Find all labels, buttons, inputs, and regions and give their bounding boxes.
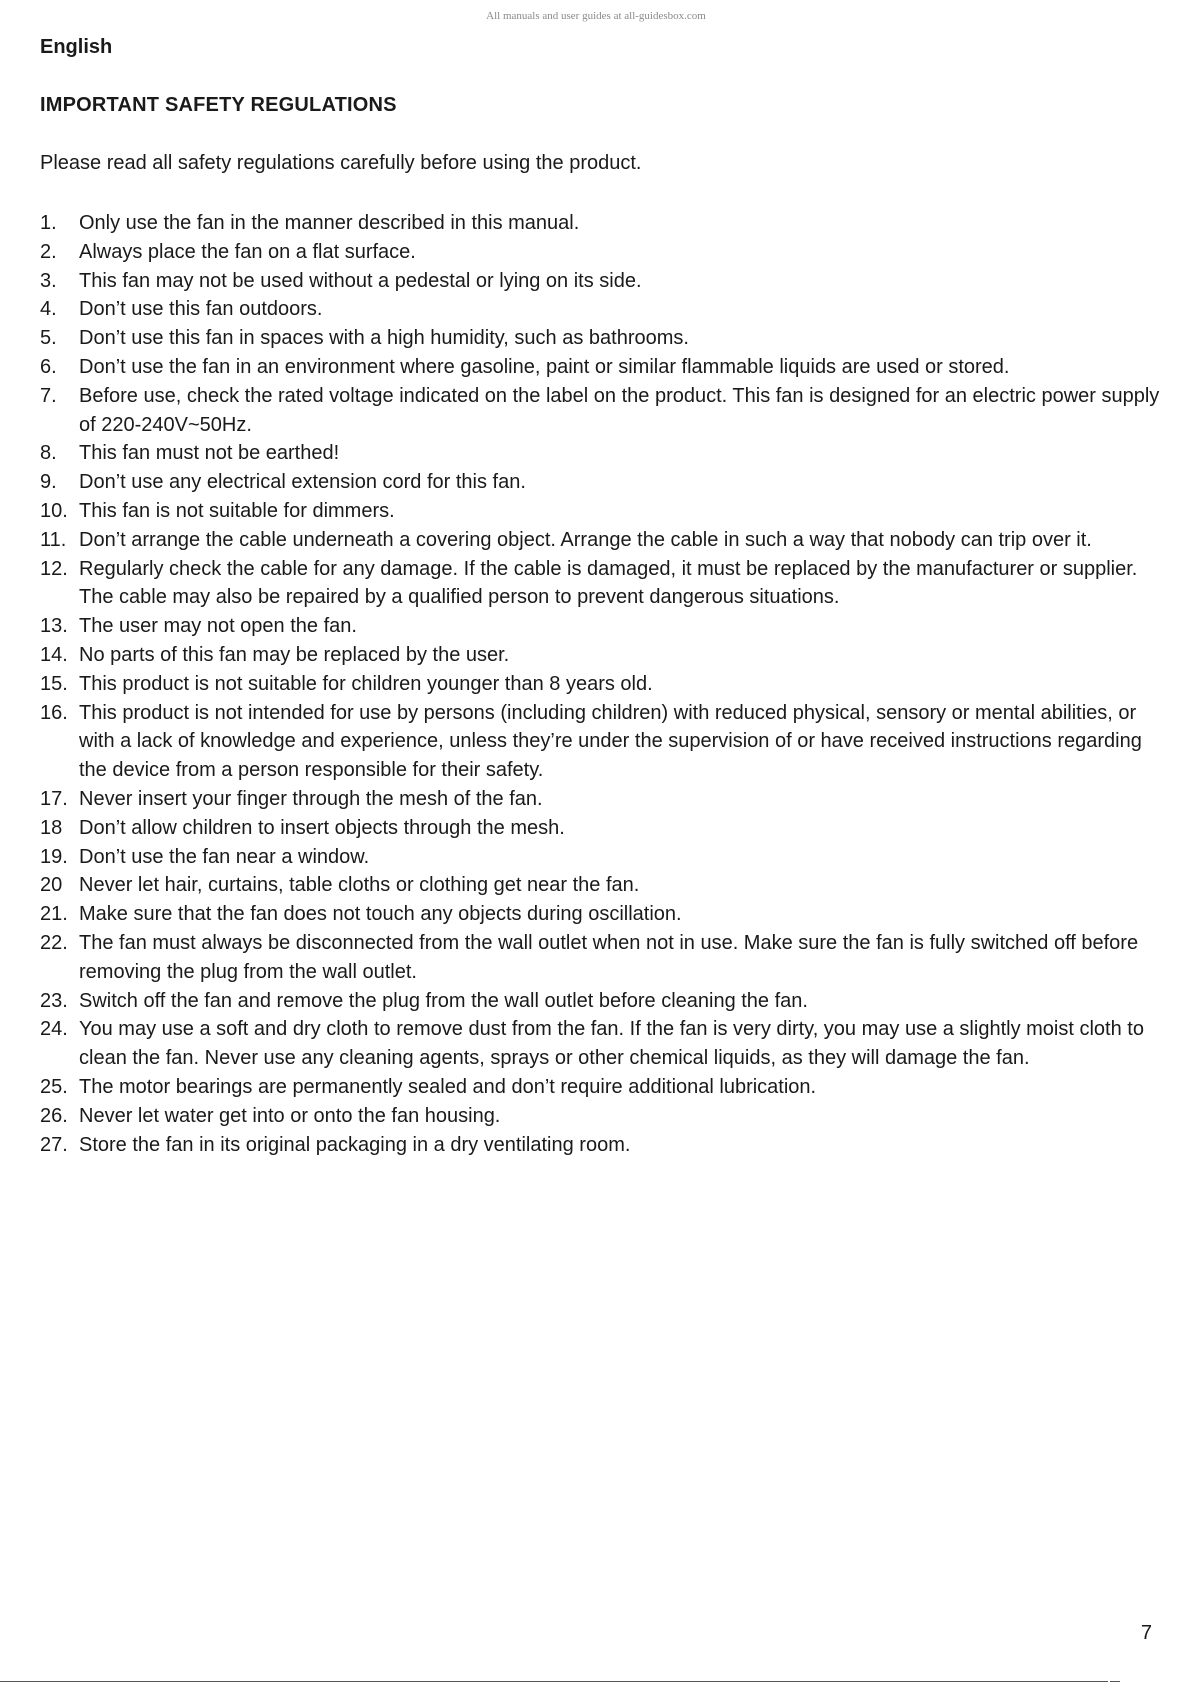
safety-rule-number: 20 [40, 874, 63, 897]
safety-rule-number: 23. [40, 989, 68, 1012]
safety-rule-item [40, 670, 1160, 699]
safety-rule-item [40, 353, 1160, 382]
safety-rule-text: This product is not suitable for children younger than 8 years old. [79, 672, 653, 695]
safety-rule-text: Don’t use this fan in spaces with a high humidity, such as bathrooms. [79, 327, 689, 350]
safety-rule-text: Never let water get into or onto the fan housing. [79, 1104, 501, 1127]
safety-rule-text: Don’t use this fan outdoors. [79, 298, 323, 321]
safety-rule-number: 18 [40, 816, 63, 839]
safety-rule-item [40, 555, 1160, 613]
watermark: All manuals and user guides at all-guidesbox.com [486, 10, 706, 22]
safety-rule-text: Don’t arrange the cable underneath a covering object. Arrange the cable in such a way that nobody can trip over it. [79, 528, 1092, 551]
safety-rule-number: 25. [40, 1075, 68, 1098]
safety-rule-text: Before use, check the rated voltage indicated on the label on the product. This fan is designed for an electric power supply of 220-240V~50Hz. [79, 384, 1160, 436]
safety-rule-item [40, 324, 1160, 353]
safety-rule-number: 6. [40, 355, 57, 378]
page-number: 7 [1140, 1622, 1152, 1644]
safety-rule-text: Never let hair, curtains, table cloths or clothing get near the fan. [79, 874, 640, 897]
safety-rule-item [40, 699, 1160, 785]
safety-rule-number: 11. [40, 528, 67, 551]
safety-rule-number: 13. [40, 615, 68, 638]
safety-rule-item [40, 209, 1160, 238]
safety-rule-text: This product is not intended for use by persons (including children) with reduced physical, sensory or mental abilities, or with a lack of knowledge and experience, unless they’re under the supervision of or have received instructions regarding the device from a person responsible for their safety. [79, 701, 1142, 782]
safety-rule-text: The fan must always be disconnected from the wall outlet when not in use. Make sure the fan is fully switched off before removing the plug from the wall outlet. [79, 931, 1139, 983]
safety-rule-text: Don’t use any electrical extension cord for this fan. [79, 471, 526, 494]
safety-rule-number: 1. [40, 212, 57, 234]
safety-rule-item [40, 295, 1160, 324]
safety-rule-item [40, 468, 1160, 497]
safety-rule-number: 9. [40, 471, 57, 494]
safety-rule-item [40, 267, 1160, 296]
footer-divider-segment [1110, 1681, 1120, 1682]
safety-rule-item [40, 612, 1160, 641]
safety-rule-text: The motor bearings are permanently sealed and don’t require additional lubrication. [79, 1075, 817, 1098]
safety-rule-number: 8. [40, 442, 57, 465]
safety-rule-item [40, 871, 1160, 900]
intro-text: Please read all safety regulations carefully before using the product. [40, 152, 642, 174]
safety-rule-item [40, 641, 1160, 670]
safety-rule-text: Never insert your finger through the mesh of the fan. [79, 787, 543, 810]
safety-rule-number: 19. [40, 845, 68, 868]
safety-rule-item [40, 814, 1160, 843]
safety-rule-item [40, 1131, 1160, 1160]
safety-rule-number: 3. [40, 269, 57, 292]
safety-rule-text: Don’t allow children to insert objects through the mesh. [79, 816, 565, 839]
safety-rule-number: 12. [40, 557, 68, 580]
safety-rule-text: Don’t use the fan in an environment where gasoline, paint or similar flammable liquids are used or stored. [79, 355, 1010, 378]
safety-rule-item [40, 1015, 1160, 1073]
safety-rule-text: Don’t use the fan near a window. [79, 845, 370, 868]
footer-divider [0, 1681, 1108, 1682]
safety-rule-number: 22. [40, 931, 68, 954]
safety-rule-text: Only use the fan in the manner described in this manual. [79, 212, 580, 234]
safety-rule-text: This fan is not suitable for dimmers. [79, 499, 395, 522]
safety-rule-text: This fan may not be used without a pedestal or lying on its side. [79, 269, 642, 292]
safety-rule-text: Switch off the fan and remove the plug from the wall outlet before cleaning the fan. [79, 989, 808, 1012]
safety-rule-item [40, 987, 1160, 1016]
safety-rule-item [40, 526, 1160, 555]
safety-rule-text: No parts of this fan may be replaced by the user. [79, 643, 510, 666]
safety-rule-item [40, 900, 1160, 929]
safety-rule-text: You may use a soft and dry cloth to remove dust from the fan. If the fan is very dirty, you may use a slightly moist cloth to clean the fan. Never use any cleaning agents, sprays or other chemical liquids, as they will damage the fan. [79, 1018, 1144, 1070]
safety-rule-item [40, 1073, 1160, 1102]
safety-rule-number: 2. [40, 240, 57, 263]
safety-rule-item [40, 382, 1160, 440]
safety-rule-number: 14. [40, 643, 68, 666]
safety-rule-text: Always place the fan on a flat surface. [79, 240, 416, 263]
safety-rule-number: 10. [40, 499, 68, 522]
safety-rule-number: 21. [40, 903, 68, 926]
safety-rule-item [40, 929, 1160, 987]
safety-rule-number: 26. [40, 1104, 68, 1127]
safety-rule-number: 24. [40, 1018, 68, 1041]
safety-rule-number: 27. [40, 1133, 68, 1156]
safety-rules-list [40, 209, 1160, 1159]
safety-rule-text: The user may not open the fan. [79, 615, 357, 638]
safety-rule-number: 7. [40, 384, 57, 407]
safety-rule-item [40, 843, 1160, 872]
safety-rule-number: 5. [40, 327, 57, 350]
safety-rule-item [40, 1102, 1160, 1131]
safety-rule-text: This fan must not be earthed! [79, 442, 340, 465]
safety-rule-text: Store the fan in its original packaging in a dry ventilating room. [79, 1133, 631, 1156]
safety-rule-number: 4. [40, 298, 57, 321]
safety-rule-number: 16. [40, 701, 68, 724]
safety-rule-text: Make sure that the fan does not touch any objects during oscillation. [79, 903, 682, 926]
safety-rule-item [40, 439, 1160, 468]
language-label: English [40, 36, 113, 58]
safety-rule-number: 15. [40, 672, 68, 695]
page-title: IMPORTANT SAFETY REGULATIONS [40, 94, 397, 116]
safety-rule-item [40, 497, 1160, 526]
safety-rule-text: Regularly check the cable for any damage. If the cable is damaged, it must be replaced by the manufacturer or supplier. The cable may also be repaired by a qualified person to prevent dangerous situations. [79, 557, 1138, 609]
safety-rule-number: 17. [40, 787, 68, 810]
safety-rule-item [40, 238, 1160, 267]
safety-rule-item [40, 785, 1160, 814]
